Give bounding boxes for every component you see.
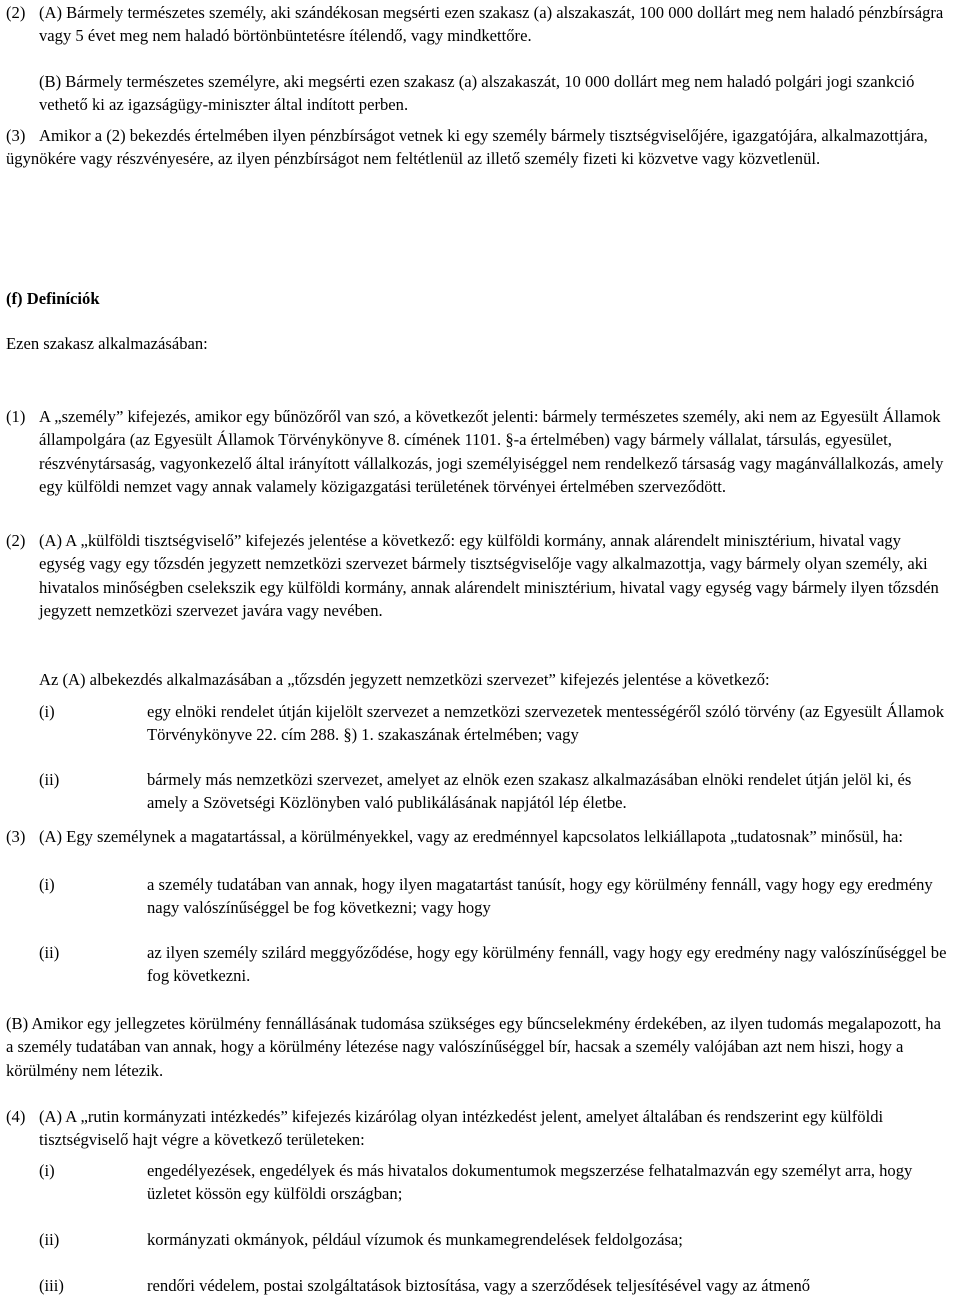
item-number: (i) bbox=[39, 1161, 55, 1180]
item-text: engedélyezések, engedélyek és más hivatalos dokumentumok megszerzése felhatalmazván egy személyt arra, hogy üzletet kössön egy külföldi országban; bbox=[147, 1161, 913, 1204]
paragraph-2b-text: (B) Bármely természetes személyre, aki megsérti ezen szakasz (a) alszakaszát, 10 000 dollárt meg nem haladó polgári jogi szankció vethető ki az igazságügy-miniszter által indított perben. bbox=[39, 72, 915, 115]
definition-3a-text: (A) Egy személynek a magatartással, a körülményekkel, vagy az eredménnyel kapcsolatos lelkiállapota „tudatosnak” minősül, ha: bbox=[39, 827, 903, 846]
item-number: (i) bbox=[39, 702, 55, 721]
definition-1-text: A „személy” kifejezés, amikor egy bűnözőről van szó, a következőt jelenti: bármely természetes személy, aki nem az Egyesült Államok állampolgára (az Egyesült Államok Törvénykönyve 8. címének 1101. §-a értelmében) vagy bármely vállalat, társulás, egyesület, részvénytársaság, vagyonkezelő által irányított vállalkozás, jogi személyiséggel nem rendelkező társaság vagy magánvállalkozás, amely egy külföldi nemzet vagy annak valamely közigazgatási területének törvényei értelmében szerveződött. bbox=[39, 407, 944, 497]
item-number: (iii) bbox=[39, 1276, 64, 1295]
item-text: rendőri védelem, postai szolgáltatások biztosítása, vagy a szerződések teljesítésével vagy az átmenő bbox=[147, 1276, 811, 1295]
paragraph-number: (3) bbox=[6, 126, 26, 145]
section-heading: (f) Definíciók bbox=[6, 289, 100, 308]
item-number: (ii) bbox=[39, 770, 60, 789]
definition-number: (4) bbox=[6, 1107, 26, 1126]
definition-number: (1) bbox=[6, 407, 26, 426]
item-number: (ii) bbox=[39, 1230, 60, 1249]
definition-2b-intro: Az (A) albekezdés alkalmazásában a „tőzsdén jegyzett nemzetközi szervezet” kifejezés jelentése a következő: bbox=[39, 670, 770, 689]
paragraph-2a-text: (A) Bármely természetes személy, aki szándékosan megsérti ezen szakasz (a) alszakaszát, 100 000 dollárt meg nem haladó pénzbírságra vagy 5 évet meg nem haladó börtönbüntetésre ítélendő, vagy mindkettőre. bbox=[39, 3, 944, 46]
item-text: egy elnöki rendelet útján kijelölt szervezet a nemzetközi szervezetek mentességéről szóló törvény (az Egyesült Államok Törvénykönyve 22. cím 288. §) 1. szakaszának értelmében; vagy bbox=[147, 702, 945, 745]
item-number: (i) bbox=[39, 875, 55, 894]
definition-number: (3) bbox=[6, 827, 26, 846]
item-text: kormányzati okmányok, például vízumok és munkamegrendelések feldolgozása; bbox=[147, 1230, 683, 1249]
definition-2a-text: (A) A „külföldi tisztségviselő” kifejezés jelentése a következő: egy külföldi kormány, annak alárendelt minisztérium, hivatal vagy egység vagy egy tőzsdén jegyzett nemzetközi szervezet bármely tisztségviselője vagy alkalmazottja, vagy bármely olyan személy, aki hivatalos minőségben cselekszik egy külföldi kormány, annak alárendelt minisztérium, hivatal vagy egység vagy bármely ilyen tőzsdén jegyzett nemzetközi szervezet javára vagy nevében. bbox=[39, 531, 939, 621]
definition-3b-text: (B) Amikor egy jellegzetes körülmény fennállásának tudomása szükséges egy bűncselekmény érdekében, az ilyen tudomás megalapozott, ha a személy tudatában van annak, hogy a körülmény létezése nagy valószínűséggel bír, hacsak a személy valójában azt nem hiszi, hogy a körülmény nem létezik. bbox=[6, 1014, 941, 1080]
definition-number: (2) bbox=[6, 531, 26, 550]
item-text: a személy tudatában van annak, hogy ilyen magatartást tanúsít, hogy egy körülmény fennáll, vagy hogy egy eredmény nagy valószínűséggel be fog következni; vagy hogy bbox=[147, 875, 933, 918]
item-text: az ilyen személy szilárd meggyőződése, hogy egy körülmény fennáll, vagy hogy egy eredmény nagy valószínűséggel be fog következni. bbox=[147, 943, 947, 986]
definition-4a-text: (A) A „rutin kormányzati intézkedés” kifejezés kizárólag olyan intézkedést jelent, amelyet általában és rendszerint egy külföldi tisztségviselő hajt végre a következő területeken: bbox=[39, 1107, 884, 1150]
item-text: bármely más nemzetközi szervezet, amelyet az elnök ezen szakasz alkalmazásában elnöki rendelet útján jelöl ki, és amely a Szövetségi Közlönyben való publikálásának napjától lép életbe. bbox=[147, 770, 912, 813]
section-intro: Ezen szakasz alkalmazásában: bbox=[6, 334, 208, 353]
paragraph-number: (2) bbox=[6, 3, 26, 22]
item-number: (ii) bbox=[39, 943, 60, 962]
paragraph-3-body: Amikor a (2) bekezdés értelmében ilyen pénzbírságot vetnek ki egy személy bármely tisztségviselőjére, igazgatójára, alkalmazottjára, ügynökére vagy részvényesére, az ilyen pénzbírságot nem feltétlenül az illető személy fizeti ki közvetve vagy közvetlenül. bbox=[6, 126, 928, 169]
